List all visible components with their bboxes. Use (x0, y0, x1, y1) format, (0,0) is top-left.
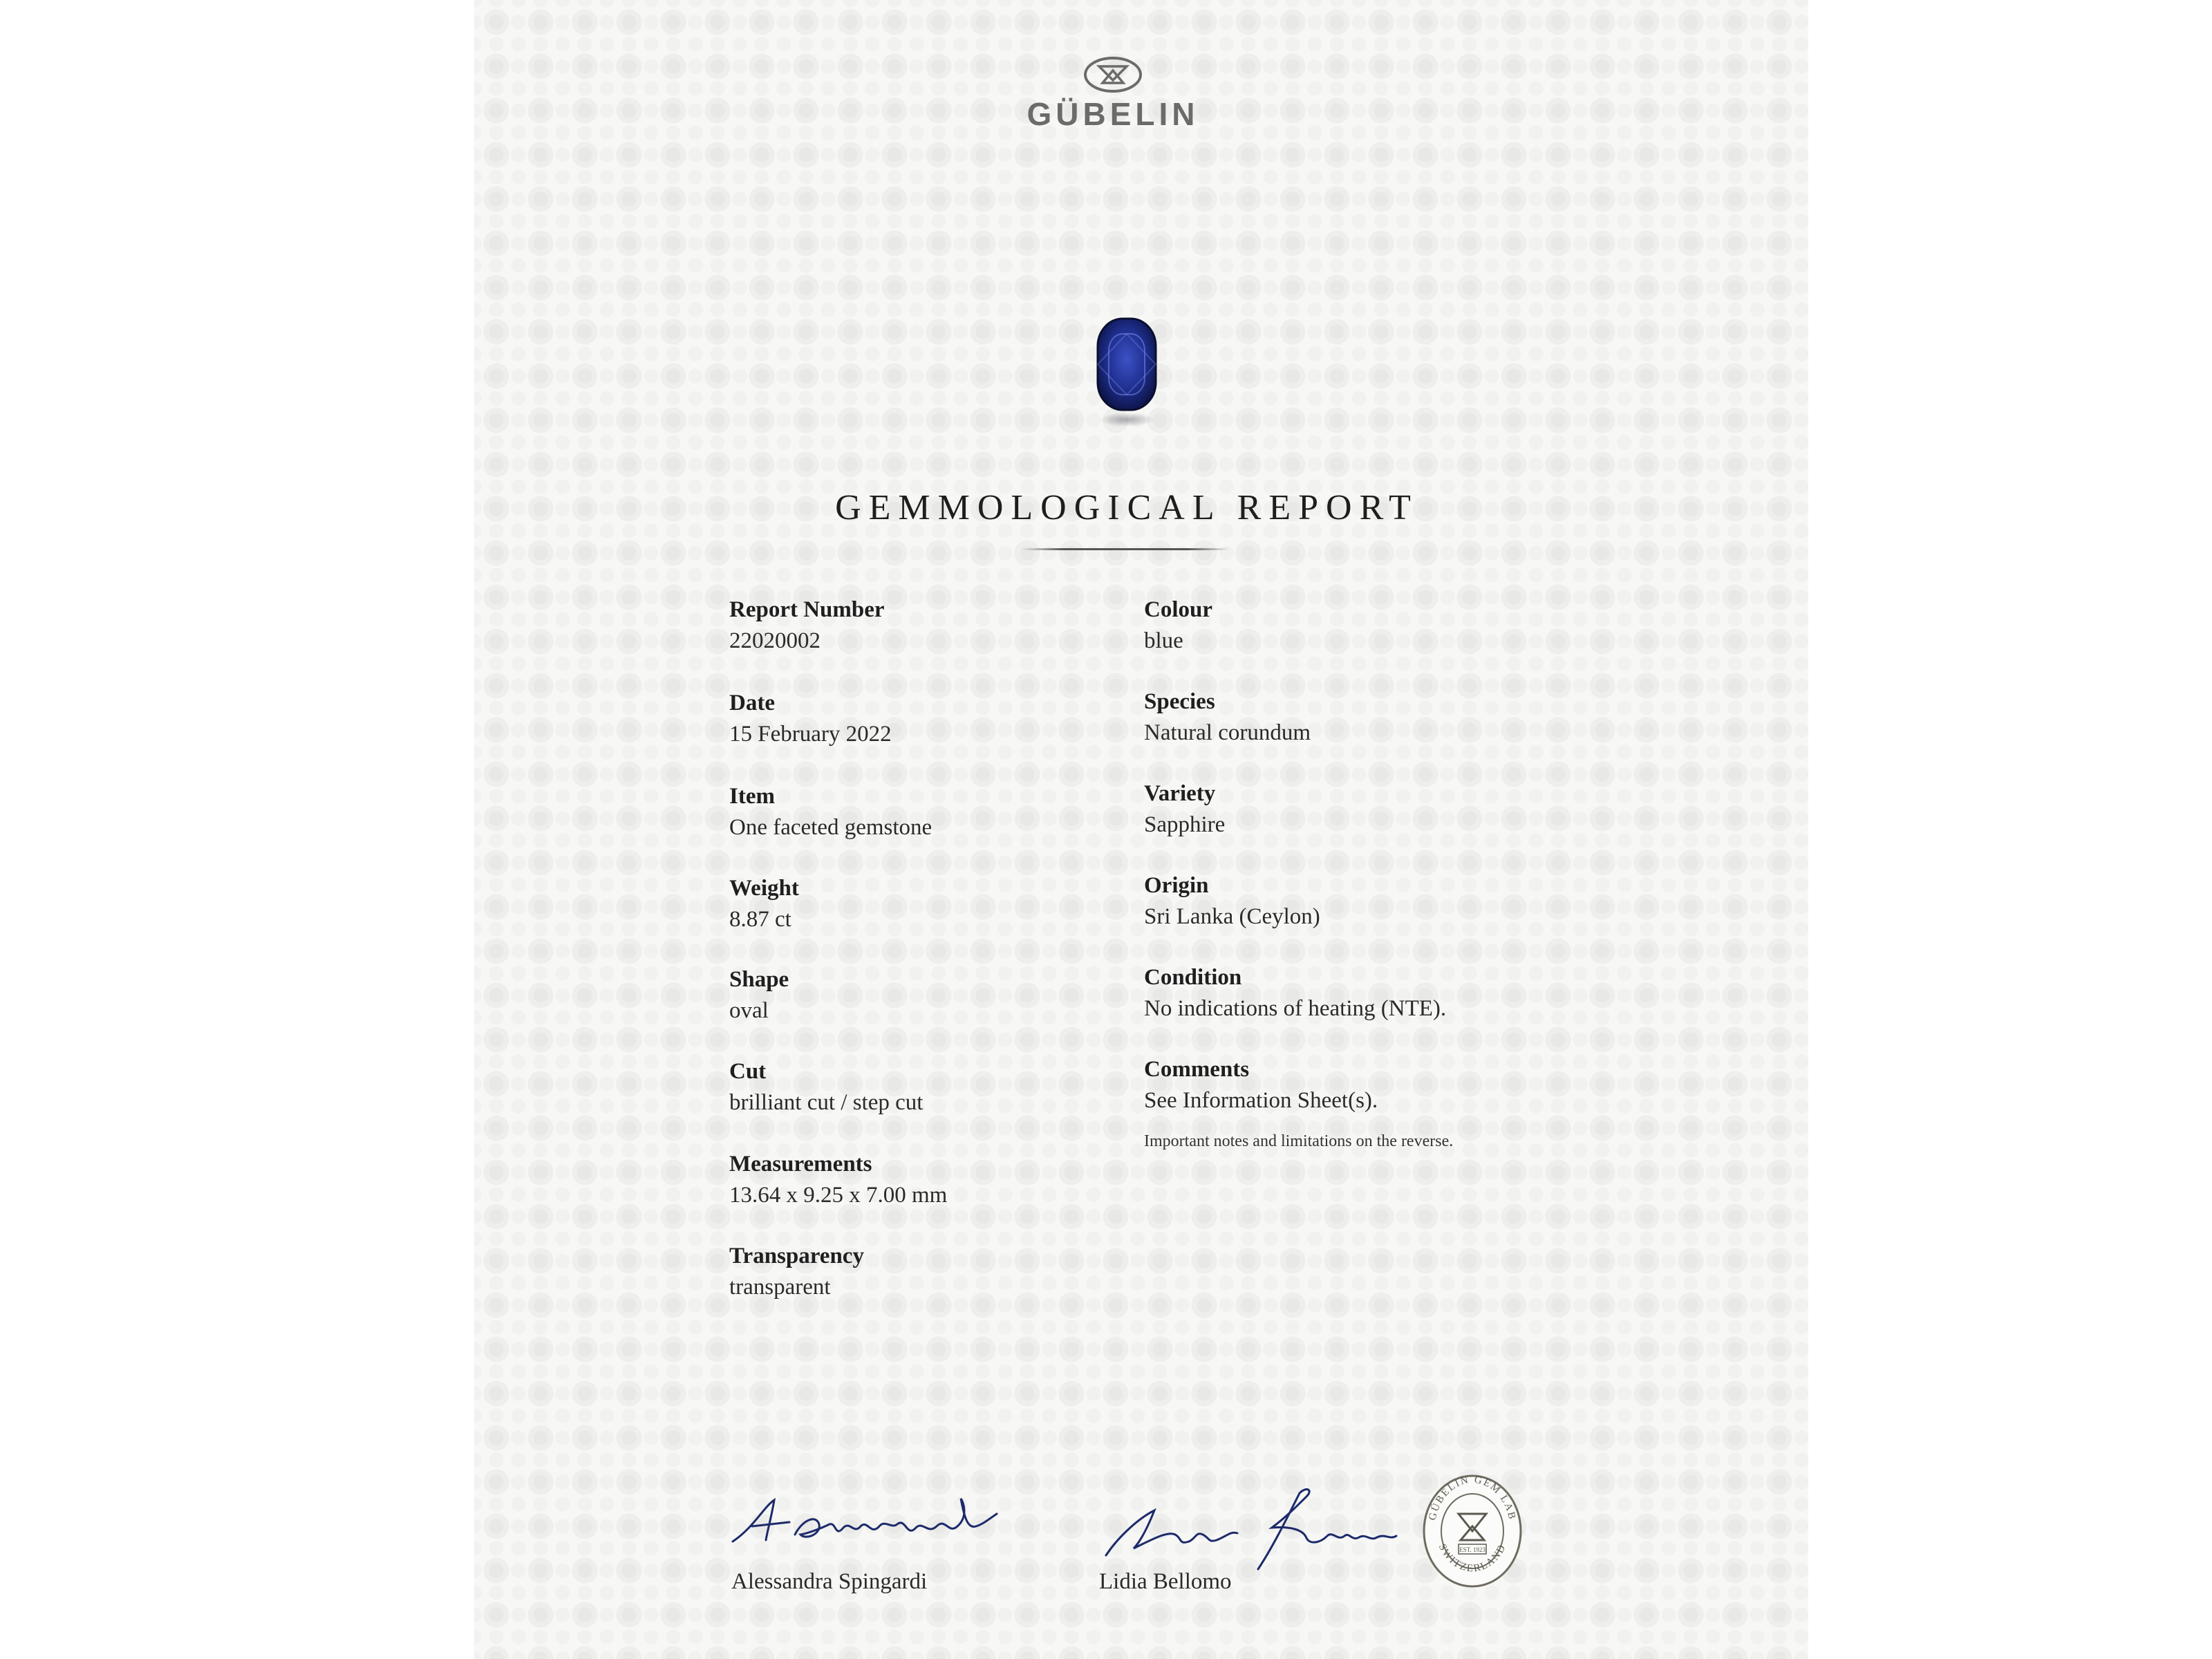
field-shape (729, 964, 789, 1027)
field-origin (1144, 870, 1320, 932)
field-label: Comments (1144, 1057, 1250, 1082)
field-cut (729, 1056, 923, 1118)
field-value: One faceted gemstone (729, 815, 932, 840)
brand-logo (988, 55, 1237, 131)
field-value: 13.64 x 9.25 x 7.00 mm (729, 1183, 948, 1208)
field-variety (1144, 778, 1225, 841)
field-species (1144, 686, 1311, 749)
field-value: brilliant cut / step cut (729, 1090, 924, 1115)
field-value: 8.87 ct (729, 907, 791, 932)
lab-seal (1421, 1472, 1524, 1590)
field-value: Natural corundum (1144, 720, 1311, 745)
field-value: Sri Lanka (Ceylon) (1144, 904, 1320, 929)
field-value: See Information Sheet(s). (1144, 1088, 1378, 1113)
signatory-name: Lidia Bellomo (1099, 1569, 1232, 1594)
field-report-number (729, 594, 885, 657)
field-transparency (729, 1241, 864, 1303)
field-value: transparent (729, 1275, 831, 1300)
field-label: Condition (1144, 965, 1242, 990)
field-label: Origin (1144, 873, 1209, 898)
field-value: blue (1144, 628, 1183, 653)
field-comments (1144, 1054, 1378, 1116)
field-weight (729, 873, 799, 935)
field-label: Variety (1144, 781, 1216, 806)
field-date (729, 688, 892, 750)
brand-name: GÜBELIN (1027, 96, 1199, 132)
brand-emblem-icon (1082, 55, 1144, 94)
field-measurements (729, 1149, 947, 1211)
field-label: Species (1144, 689, 1215, 714)
field-colour (1144, 594, 1212, 657)
field-label: Measurements (729, 1152, 872, 1177)
gemstone-image (1092, 315, 1161, 435)
svg-text:GÜBELIN GEM LAB: GÜBELIN GEM LAB (1427, 1474, 1518, 1522)
reverse-note: Important notes and limitations on the reverse. (1144, 1132, 1454, 1150)
field-value: oval (729, 998, 769, 1023)
svg-text:SWITZERLAND: SWITZERLAND (1436, 1542, 1509, 1575)
svg-text:EST. 1923: EST. 1923 (1459, 1546, 1485, 1553)
field-value: 22020002 (729, 628, 821, 653)
field-value: 15 February 2022 (729, 722, 892, 747)
field-label: Cut (729, 1059, 767, 1084)
field-label: Shape (729, 967, 789, 992)
field-item (729, 781, 932, 843)
signature-spingardi (726, 1486, 1044, 1562)
field-label: Date (729, 691, 775, 715)
certificate-paper (474, 0, 1808, 1659)
field-condition (1144, 962, 1446, 1024)
field-label: Colour (1144, 597, 1212, 622)
title-underline (1022, 548, 1229, 550)
signatory-name: Alessandra Spingardi (731, 1569, 928, 1594)
field-value: Sapphire (1144, 812, 1226, 837)
signature-bellomo (1099, 1479, 1417, 1576)
field-label: Weight (729, 876, 799, 901)
field-label: Item (729, 784, 775, 809)
field-label: Transparency (729, 1244, 864, 1268)
field-label: Report Number (729, 597, 885, 622)
report-title: GEMMOLOGICAL REPORT (835, 488, 1418, 527)
field-value: No indications of heating (NTE). (1144, 996, 1447, 1021)
